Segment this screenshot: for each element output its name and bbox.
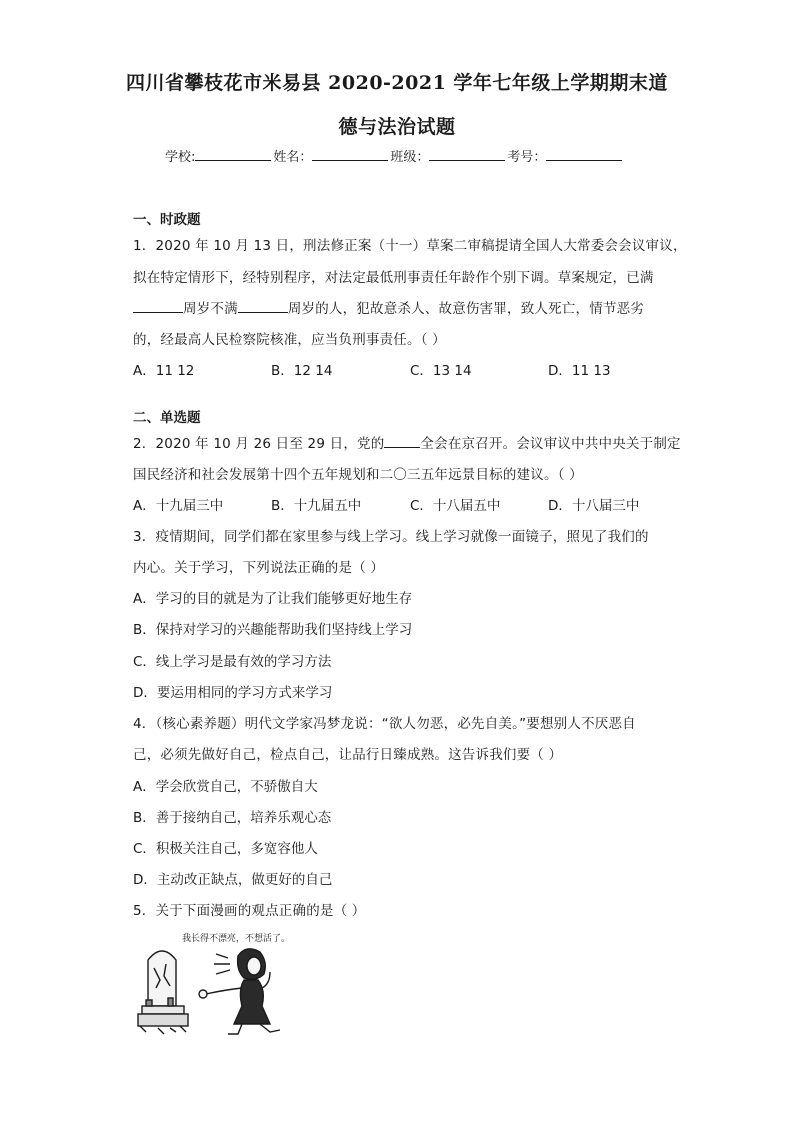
q2-option-c[interactable]: C．十八届五中 — [410, 498, 501, 514]
q3-option-d[interactable]: D．要运用相同的学习方式来学习 — [133, 685, 333, 701]
q3-line2: 内心。关于学习，下列说法正确的是（ ） — [133, 560, 385, 576]
section-heading-single-choice: 二、单选题 — [133, 410, 201, 426]
school-label: 学校: — [165, 150, 196, 165]
q2-line2: 国民经济和社会发展第十四个五年规划和二〇三五年远景目标的建议。（ ） — [133, 467, 583, 483]
q2-line1-text-b: 全会在京召开。会议审议中共中央关于制定 — [420, 436, 681, 452]
q1-line3 — [133, 297, 644, 317]
q1-option-b[interactable]: B．12 14 — [271, 363, 333, 379]
q3-option-c[interactable]: C．线上学习是最有效的学习方法 — [133, 654, 332, 670]
q4-option-b[interactable]: B．善于接纳自己，培养乐观心态 — [133, 810, 332, 826]
q2-blank[interactable] — [384, 434, 420, 448]
class-blank[interactable] — [429, 146, 505, 161]
cartoon-illustration — [130, 928, 300, 1038]
q4-line2: 己，必须先做好自己，检点自己，让品行日臻成熟。这告诉我们要（ ） — [133, 747, 563, 763]
q1-blank-2[interactable] — [238, 299, 288, 313]
class-label: 班级： — [390, 150, 430, 165]
q3-option-a[interactable]: A．学习的目的就是为了让我们能够更好地生存 — [133, 591, 413, 607]
q1-option-a[interactable]: A．11 12 — [133, 363, 195, 379]
q1-option-d[interactable]: D．11 13 — [548, 363, 611, 379]
q3-option-b[interactable]: B．保持对学习的兴趣能帮助我们坚持线上学习 — [133, 622, 413, 638]
q1-line3-text-b: 周岁的人，犯故意杀人、故意伤害罪，致人死亡，情节恶劣 — [287, 301, 645, 317]
q5-line1: 5．关于下面漫画的观点正确的是（ ） — [133, 903, 366, 919]
q2-option-b[interactable]: B．十九届五中 — [271, 498, 362, 514]
q2-option-a[interactable]: A．十九届三中 — [133, 498, 224, 514]
q1-line2: 拟在特定情形下，经特别程序，对法定最低刑事责任年龄作个别下调。草案规定，已满 — [133, 270, 654, 286]
section-heading-current-affairs: 一、时政题 — [133, 212, 201, 228]
student-info-row — [165, 146, 624, 165]
q2-line1 — [133, 432, 681, 452]
cartoon-caption: 我长得不漂亮，不想活了。 — [182, 934, 291, 944]
broken-mirror-icon — [138, 951, 188, 1034]
q3-line1: 3．疫情期间，同学们都在家里参与线上学习。线上学习就像一面镜子，照见了我们的 — [133, 529, 649, 545]
q1-line1: 1．2020 年 10 月 13 日，刑法修正案（十一）草案二审稿提请全国人大常委会会议审议， — [133, 238, 687, 254]
q4-option-c[interactable]: C．积极关注自己，多宽容他人 — [133, 841, 318, 857]
exam-number-blank[interactable] — [546, 146, 622, 161]
q1-blank-1[interactable] — [133, 299, 183, 313]
q2-line1-text-a: 2．2020 年 10 月 26 日至 29 日，党的 — [133, 436, 385, 452]
q4-option-a[interactable]: A．学会欣赏自己，不骄傲自大 — [133, 779, 318, 795]
name-blank[interactable] — [312, 146, 388, 161]
q1-line3-text-a: 周岁不满 — [183, 301, 238, 317]
school-blank[interactable] — [195, 146, 271, 161]
q2-option-d[interactable]: D．十八届三中 — [548, 498, 640, 514]
angry-girl-figure — [199, 949, 280, 1034]
exam-number-label: 考号： — [507, 150, 547, 165]
q4-option-d[interactable]: D．主动改正缺点，做更好的自己 — [133, 872, 333, 888]
exam-title-line1: 四川省攀枝花市米易县 2020-2021 学年七年级上学期期末道 — [126, 72, 668, 94]
name-label: 姓名： — [273, 150, 313, 165]
q1-line4: 的，经最高人民检察院核准，应当负刑事责任。（ ） — [133, 332, 446, 348]
q4-line1: 4．（核心素养题）明代文学家冯梦龙说：“欲人勿恶，必先自美。”要想别人不厌恶自 — [133, 716, 636, 732]
q1-option-c[interactable]: C．13 14 — [410, 363, 472, 379]
exam-title-line2: 德与法治试题 — [338, 116, 456, 138]
